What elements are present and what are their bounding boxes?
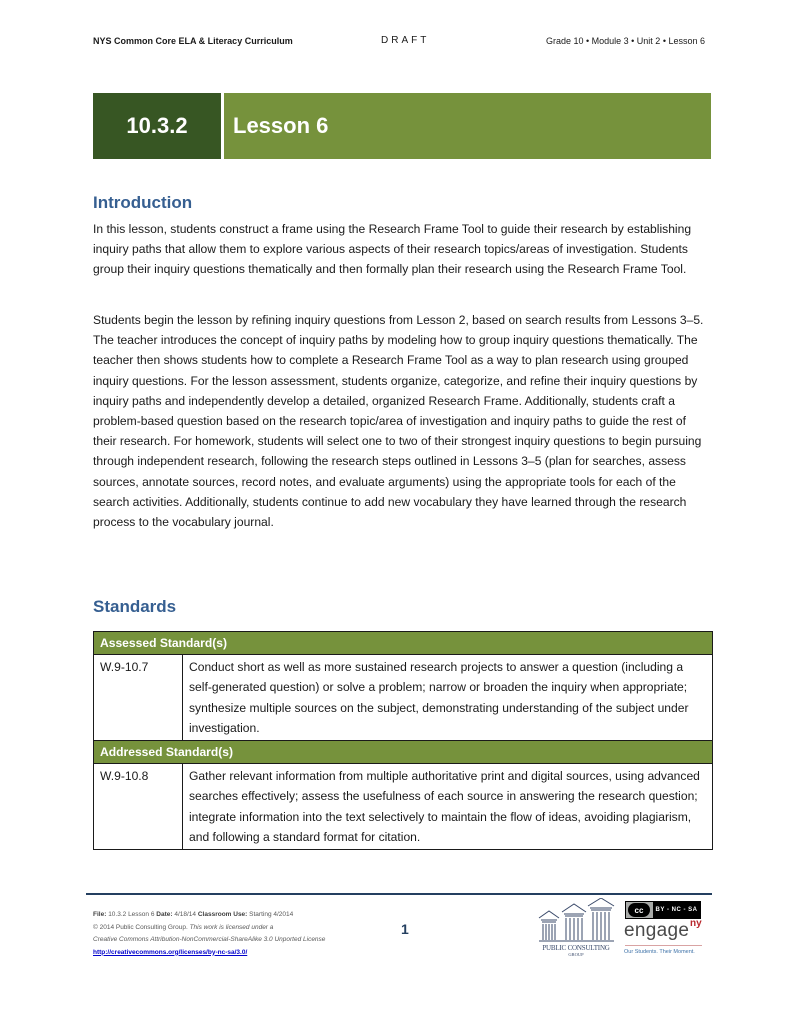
page-number: 1 [401, 921, 409, 937]
engageny-divider [625, 945, 702, 946]
standards-heading: Standards [93, 597, 177, 616]
introduction-heading: Introduction [93, 193, 193, 212]
license-link[interactable]: http://creativecommons.org/licenses/by-nc-sa/3.0/ [93, 948, 248, 956]
standard-description: Conduct short as well as more sustained research projects to answer a question (including a self-generated question) or solve a problem; narrow or broaden the inquiry when appropriate; synthesize multiple sources on the subject, demonstrating understanding of the subject under investigation. [183, 655, 713, 741]
addressed-standards-title: Addressed Standard(s) [94, 741, 713, 764]
pcg-logo-subtext: GROUP [568, 952, 584, 957]
standards-table [93, 631, 713, 850]
standard-code: W.9-10.7 [94, 655, 183, 741]
lesson-title: Lesson 6 [224, 93, 711, 159]
assessed-standards-title: Assessed Standard(s) [94, 632, 713, 655]
engageny-logo-sup: ny [690, 918, 702, 929]
copyright-text: © 2014 Public Consulting Group. [93, 923, 188, 931]
footer-divider [86, 893, 712, 895]
lesson-title-bar [93, 93, 711, 159]
building-columns-icon [536, 898, 616, 944]
table-row [94, 764, 713, 850]
intro-paragraph-2: Students begin the lesson by refining inquiry questions from Lesson 2, based on search results from Lessons 3–5. The teacher introduces the concept of inquiry paths by modeling how to group inquiry questions thematically. The teacher then shows students how to complete a Research Frame Tool as a way to plan research using grouped inquiry questions. For the lesson assessment, students organize, categorize, and refine their inquiry questions by inquiry paths and independently develop a detailed, organized Research Frame. Additionally, students craft a problem-based question based on the research topic/area of investigation and inquiry paths to guide the rest of their research. For homework, students will select one to two of their strongest inquiry questions to begin pursuing through independent research, following the research steps outlined in Lessons 3–5 (plan for searches, assess sources, annotate sources, record notes, and evaluate arguments) using the appropriate tools for each of the search activities. Additionally, students continue to add new vocabulary they have learned through the research process to the vocabulary journal. [93, 313, 704, 530]
copyright-line [93, 922, 325, 935]
addressed-standards-band [94, 741, 713, 764]
license-name: Creative Commons Attribution-NonCommercial-ShareAlike 3.0 Unported License [93, 936, 326, 943]
curriculum-title: NYS Common Core ELA & Literacy Curriculum [93, 36, 293, 46]
standard-code: W.9-10.8 [94, 764, 183, 850]
engageny-tagline: Our Students. Their Moment. [624, 949, 695, 955]
draft-label: DRAFT [381, 35, 430, 46]
date-label: Date: [156, 911, 173, 918]
file-value: 10.3.2 Lesson 6 [108, 911, 155, 918]
lesson-number: 10.3.2 [93, 93, 221, 159]
cc-license-badge [625, 901, 701, 919]
engageny-logo: engage [624, 920, 690, 941]
table-row [94, 655, 713, 741]
cc-terms: BY - NC - SA [653, 902, 700, 918]
intro-paragraph-1: In this lesson, students construct a frame using the Research Frame Tool to guide their research by establishing inquiry paths that allow them to explore various aspects of their research topics/areas of investigation. Students group their inquiry questions thematically and then formally plan their research using the Research Frame Tool. [93, 222, 692, 277]
cc-icon: cc [628, 903, 650, 917]
pcg-logo [536, 898, 616, 960]
license-line [93, 934, 325, 947]
date-value: 4/18/14 [174, 911, 197, 918]
assessed-standards-band [94, 632, 713, 655]
pcg-logo-text: PUBLIC CONSULTING [542, 944, 610, 952]
page-header [93, 36, 705, 50]
file-line [93, 909, 325, 922]
classroom-use-label: Classroom Use: [197, 911, 248, 918]
standard-description: Gather relevant information from multiple authoritative print and digital sources, using advanced searches effectively; assess the usefulness of each source in answering the research question; integrate information into the text selectively to maintain the flow of ideas, avoiding plagiarism, and following a standard format for citation. [183, 764, 713, 850]
footer-info [93, 909, 325, 959]
license-intro: This work is licensed under a [189, 923, 274, 931]
lesson-breadcrumb: Grade 10 • Module 3 • Unit 2 • Lesson 6 [545, 36, 705, 46]
file-label: File: [93, 911, 107, 918]
license-link-line [93, 947, 325, 960]
classroom-use-value: Starting 4/2014 [249, 911, 294, 918]
